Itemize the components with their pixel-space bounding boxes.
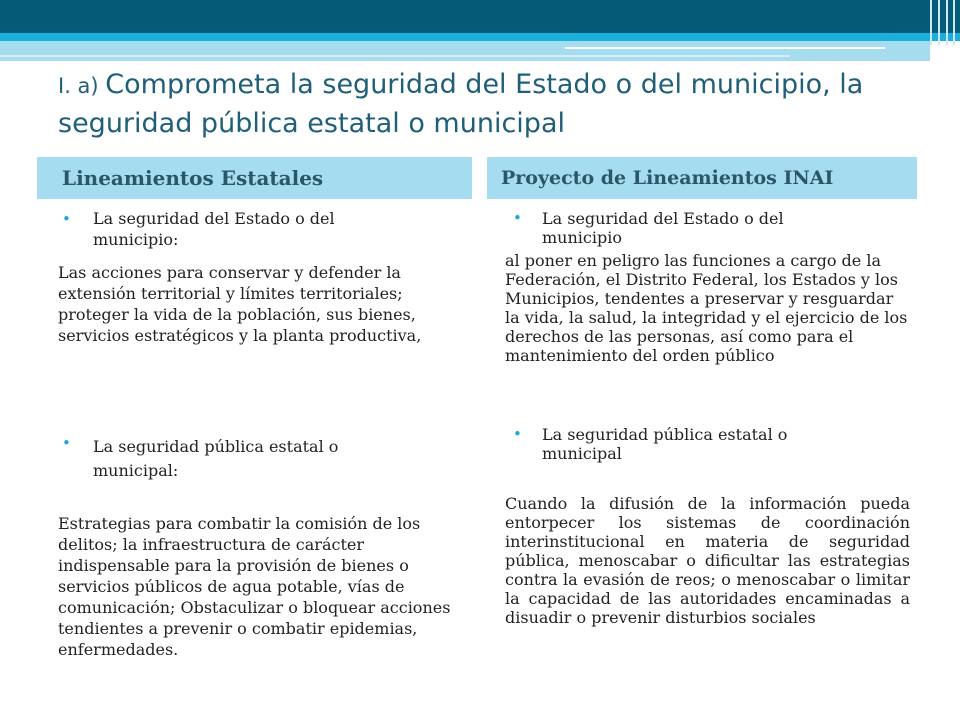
right-bullet-2: La seguridad pública estatal o municipal <box>542 425 788 463</box>
bullet-icon: • <box>513 209 522 227</box>
decorative-line <box>0 55 790 57</box>
left-column <box>58 208 458 688</box>
right-column <box>505 209 910 679</box>
bullet-icon: • <box>513 425 522 443</box>
decorative-vline <box>946 0 948 45</box>
decorative-vline <box>953 0 955 45</box>
title-text: Comprometa la seguridad del Estado o del municipio, la seguridad pública estatal o municipal <box>58 69 864 139</box>
top-sky-band <box>0 41 930 61</box>
right-bullet-1: La seguridad del Estado o del municipio <box>542 209 784 247</box>
top-dark-bar <box>0 0 960 33</box>
decorative-vline <box>938 0 940 45</box>
right-paragraph-1: al poner en peligro las funciones a cargo de la Federación, el Distrito Federal, los Estados y los Municipios, tendentes a preservar y resguardar la vida, la salud, la integridad y el ejercicio de los derechos de las personas, así como para el mantenimiento del orden público <box>505 251 908 365</box>
left-bullet-1: La seguridad del Estado o del municipio: <box>93 209 335 249</box>
left-header-label: Lineamientos Estatales <box>62 166 324 190</box>
left-bullet-2: La seguridad pública estatal o municipal: <box>93 437 339 480</box>
left-paragraph-2: Estrategias para combatir la comisión de los delitos; la infraestructura de carácter indispensable para la provisión de bienes o servicios públicos de agua potable, vías de comunicación; Obstaculizar o bloquear acciones tendientes a prevenir o combatir epidemias, enfermedades. <box>58 514 451 659</box>
right-column-header <box>487 157 917 199</box>
right-header-label: Proyecto de Lineamientos INAI <box>501 167 834 189</box>
title-prefix: I. a) <box>58 74 106 98</box>
left-paragraph-1: Las acciones para conservar y defender la extensión territorial y límites territoriales; proteger la vida de la población, sus bienes, servicios estratégicos y la planta productiva, <box>58 263 422 345</box>
decorative-vline <box>930 0 932 45</box>
top-light-bar <box>0 33 960 41</box>
bullet-icon: • <box>62 210 71 228</box>
bullet-icon: • <box>62 434 71 452</box>
left-column-header <box>37 157 472 199</box>
right-paragraph-2: Cuando la difusión de la información pueda entorpecer los sistemas de coordinación interinstitucional en materia de seguridad pública, menoscabar o dificultar las estrategias contra la evasión de reos; o menoscabar o limitar la capacidad de las autoridades encaminadas a disuadir o prevenir disturbios sociales <box>505 494 910 627</box>
slide-title <box>58 66 938 142</box>
decorative-line <box>565 47 885 49</box>
